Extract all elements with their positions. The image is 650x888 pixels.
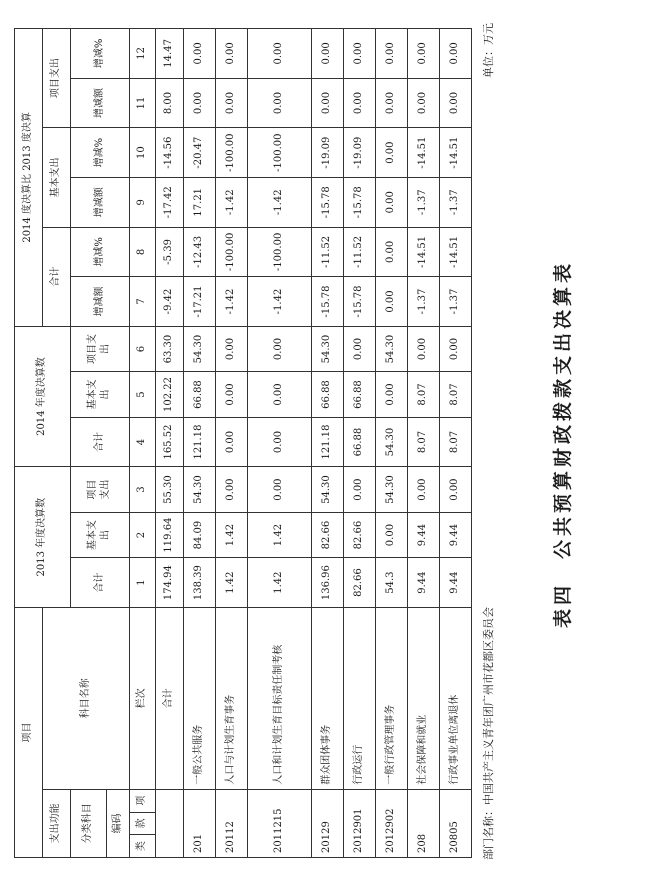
column-number-2: 2 <box>130 512 156 557</box>
row-value-cell: 82.66 <box>343 558 375 608</box>
total-value-cell: -5.39 <box>155 227 183 277</box>
column-number-6: 6 <box>130 326 156 371</box>
project-header: 项目 <box>15 607 43 857</box>
final-2013-header: 2013 年度决算数 <box>15 467 71 608</box>
row-code: 20805 <box>439 789 471 857</box>
row-value-cell: 9.44 <box>407 558 439 608</box>
row-value-cell: 0.00 <box>343 29 375 79</box>
row-value-cell: 1.42 <box>215 558 247 608</box>
row-value-cell: -100.00 <box>215 128 247 178</box>
row-value-cell: 0.00 <box>311 29 343 79</box>
row-value-cell: -1.42 <box>215 277 247 327</box>
total-label: 合计 <box>155 607 183 789</box>
row-value-cell: 138.39 <box>183 558 215 608</box>
row-value-cell: -100.00 <box>215 227 247 277</box>
code-header: 编码 <box>106 789 129 857</box>
row-value-cell: 0.00 <box>439 467 471 512</box>
row-code: 20129 <box>311 789 343 857</box>
row-value-cell: 9.44 <box>439 558 471 608</box>
table-row <box>247 29 311 858</box>
row-code: 2011215 <box>247 789 311 857</box>
table-row <box>183 29 215 858</box>
row-value-cell: 66.88 <box>311 372 343 417</box>
total-value-cell: 165.52 <box>155 417 183 467</box>
row-subject-name: 群众团体事务 <box>311 607 343 789</box>
row-subject-name: 人口与计划生育事务 <box>215 607 247 789</box>
row-value-cell: 0.00 <box>247 326 311 371</box>
row-value-cell: 0.00 <box>439 78 471 128</box>
row-code: 2012901 <box>343 789 375 857</box>
row-value-cell: 0.00 <box>215 417 247 467</box>
row-value-cell: -12.43 <box>183 227 215 277</box>
project-2014-header: 项目支 出 <box>70 326 130 371</box>
row-value-cell: 0.00 <box>215 78 247 128</box>
row-value-cell: 0.00 <box>375 372 407 417</box>
row-value-cell: 121.18 <box>311 417 343 467</box>
row-value-cell: 0.00 <box>311 78 343 128</box>
row-value-cell: -1.37 <box>407 277 439 327</box>
total-value-cell: -14.56 <box>155 128 183 178</box>
kuan-header: 款 <box>130 812 156 835</box>
basic-2014-header: 基本支 出 <box>70 372 130 417</box>
final-2014-header: 2014 年度决算数 <box>15 326 71 467</box>
row-value-cell: 17.21 <box>183 177 215 227</box>
basic-2013-header: 基本支 出 <box>70 512 130 557</box>
column-number-5: 5 <box>130 372 156 417</box>
row-value-cell: 84.09 <box>183 512 215 557</box>
compare-basic-header: 基本支出 <box>42 128 70 227</box>
row-value-cell: 1.42 <box>247 512 311 557</box>
total-value-cell: 63.30 <box>155 326 183 371</box>
total-2013-header: 合计 <box>70 558 130 608</box>
row-value-cell: 1.42 <box>247 558 311 608</box>
row-value-cell: -14.51 <box>439 128 471 178</box>
row-value-cell: 54.30 <box>311 467 343 512</box>
row-value-cell: -14.51 <box>407 128 439 178</box>
row-value-cell: -15.78 <box>311 277 343 327</box>
lei-header: 类 <box>130 835 156 858</box>
row-value-cell: -1.42 <box>247 277 311 327</box>
column-number-1: 1 <box>130 558 156 608</box>
total-value-cell: 14.47 <box>155 29 183 79</box>
xiang-header: 项 <box>130 789 156 812</box>
department-name: 部门名称：中国共产主义青年团广州市花都区委员会 <box>482 607 495 860</box>
total-code-cell <box>155 789 183 857</box>
row-value-cell: 82.66 <box>343 512 375 557</box>
row-value-cell: -14.51 <box>439 227 471 277</box>
table-row <box>439 29 471 858</box>
row-code: 20112 <box>215 789 247 857</box>
row-subject-name: 行政事业单位离退休 <box>439 607 471 789</box>
row-code: 201 <box>183 789 215 857</box>
row-value-cell: 0.00 <box>375 78 407 128</box>
row-value-cell: 66.88 <box>183 372 215 417</box>
row-subject-name: 社会保障和就业 <box>407 607 439 789</box>
column-number-3: 3 <box>130 467 156 512</box>
basic-change-amount-header: 增减额 <box>70 177 130 227</box>
column-number-4: 4 <box>130 417 156 467</box>
compare-header: 2014 度决算比 2013 度决算 <box>15 29 43 327</box>
row-value-cell: 66.88 <box>343 372 375 417</box>
expenditure-table <box>14 28 472 858</box>
row-value-cell: 0.00 <box>215 372 247 417</box>
row-value-cell: -14.51 <box>407 227 439 277</box>
row-value-cell: 0.00 <box>375 512 407 557</box>
row-value-cell: 0.00 <box>247 467 311 512</box>
row-value-cell: 0.00 <box>439 326 471 371</box>
row-value-cell: 9.44 <box>439 512 471 557</box>
row-value-cell: 0.00 <box>407 467 439 512</box>
row-value-cell: -15.78 <box>311 177 343 227</box>
row-value-cell: -1.42 <box>247 177 311 227</box>
column-number-12: 12 <box>130 29 156 79</box>
row-subject-name: 人口和计划生育目标责任制考核 <box>247 607 311 789</box>
row-value-cell: -17.21 <box>183 277 215 327</box>
row-value-cell: 0.00 <box>215 29 247 79</box>
row-subject-name: 一般公共服务 <box>183 607 215 789</box>
row-value-cell: 0.00 <box>375 277 407 327</box>
row-value-cell: -1.42 <box>215 177 247 227</box>
row-value-cell: -15.78 <box>343 177 375 227</box>
row-value-cell: 8.07 <box>439 372 471 417</box>
row-value-cell: -1.37 <box>439 177 471 227</box>
project-change-pct-header: 增减% <box>70 29 130 79</box>
row-value-cell: 0.00 <box>215 326 247 371</box>
project-change-amount-header: 增减额 <box>70 78 130 128</box>
total-value-cell: 102.22 <box>155 372 183 417</box>
row-value-cell: 0.00 <box>439 29 471 79</box>
classification-header: 分类科目 <box>70 789 106 857</box>
row-value-cell: 54.30 <box>375 326 407 371</box>
table-row <box>215 29 247 858</box>
basic-change-pct-header: 增减% <box>70 128 130 178</box>
unit-label: 单位：万元 <box>482 23 495 78</box>
row-value-cell: 0.00 <box>407 78 439 128</box>
row-value-cell: 0.00 <box>375 227 407 277</box>
column-number-9: 9 <box>130 177 156 227</box>
row-code: 2012902 <box>375 789 407 857</box>
row-value-cell: 0.00 <box>407 29 439 79</box>
row-value-cell: -100.00 <box>247 227 311 277</box>
row-value-cell: -15.78 <box>343 277 375 327</box>
column-index-label: 栏次 <box>130 607 156 789</box>
row-value-cell: -100.00 <box>247 128 311 178</box>
row-value-cell: 8.07 <box>407 417 439 467</box>
row-value-cell: 54.30 <box>311 326 343 371</box>
compare-project-header: 项目支出 <box>42 29 70 128</box>
row-value-cell: 54.30 <box>375 467 407 512</box>
row-value-cell: 0.00 <box>247 29 311 79</box>
row-subject-name: 行政运行 <box>343 607 375 789</box>
row-value-cell: 0.00 <box>343 326 375 371</box>
row-value-cell: 0.00 <box>343 78 375 128</box>
row-value-cell: 82.66 <box>311 512 343 557</box>
table-row <box>407 29 439 858</box>
row-value-cell: 0.00 <box>343 467 375 512</box>
row-value-cell: 0.00 <box>215 467 247 512</box>
row-value-cell: 0.00 <box>407 326 439 371</box>
row-value-cell: 8.07 <box>439 417 471 467</box>
project-2013-header: 项目 支出 <box>70 467 130 512</box>
row-value-cell: 54.30 <box>183 326 215 371</box>
total-value-cell: -9.42 <box>155 277 183 327</box>
row-value-cell: 0.00 <box>247 78 311 128</box>
row-value-cell: -19.09 <box>311 128 343 178</box>
row-value-cell: 1.42 <box>215 512 247 557</box>
total-2014-header: 合计 <box>70 417 130 467</box>
total-change-amount-header: 增减额 <box>70 277 130 327</box>
table-row <box>343 29 375 858</box>
total-value-cell: 174.94 <box>155 558 183 608</box>
expenditure-function-header: 支出功能 <box>42 789 70 857</box>
compare-total-header: 合计 <box>42 227 70 326</box>
column-number-8: 8 <box>130 227 156 277</box>
row-value-cell: 136.96 <box>311 558 343 608</box>
row-value-cell: 8.07 <box>407 372 439 417</box>
row-value-cell: -1.37 <box>439 277 471 327</box>
row-value-cell: -20.47 <box>183 128 215 178</box>
total-value-cell: 55.30 <box>155 467 183 512</box>
column-number-7: 7 <box>130 277 156 327</box>
row-code: 208 <box>407 789 439 857</box>
total-value-cell: 8.00 <box>155 78 183 128</box>
row-value-cell: 0.00 <box>247 372 311 417</box>
row-value-cell: 0.00 <box>375 177 407 227</box>
row-value-cell: -19.09 <box>343 128 375 178</box>
column-number-10: 10 <box>130 128 156 178</box>
row-value-cell: 54.3 <box>375 558 407 608</box>
total-value-cell: -17.42 <box>155 177 183 227</box>
row-subject-name: 一般行政管理事务 <box>375 607 407 789</box>
row-value-cell: 9.44 <box>407 512 439 557</box>
column-number-11: 11 <box>130 78 156 128</box>
row-value-cell: 0.00 <box>375 128 407 178</box>
row-value-cell: 54.30 <box>183 467 215 512</box>
row-value-cell: 0.00 <box>183 29 215 79</box>
row-value-cell: 54.30 <box>375 417 407 467</box>
total-value-cell: 119.64 <box>155 512 183 557</box>
table-row <box>311 29 343 858</box>
row-value-cell: 0.00 <box>375 29 407 79</box>
row-value-cell: 121.18 <box>183 417 215 467</box>
subject-name-header: 科目名称 <box>42 607 130 789</box>
row-value-cell: 0.00 <box>183 78 215 128</box>
row-value-cell: -11.52 <box>343 227 375 277</box>
row-value-cell: -1.37 <box>407 177 439 227</box>
page-title: 表四 公共预算财政拨款支出决算表 <box>552 260 574 629</box>
table-row <box>375 29 407 858</box>
row-value-cell: -11.52 <box>311 227 343 277</box>
row-value-cell: 0.00 <box>247 417 311 467</box>
total-change-pct-header: 增减% <box>70 227 130 277</box>
row-value-cell: 66.88 <box>343 417 375 467</box>
